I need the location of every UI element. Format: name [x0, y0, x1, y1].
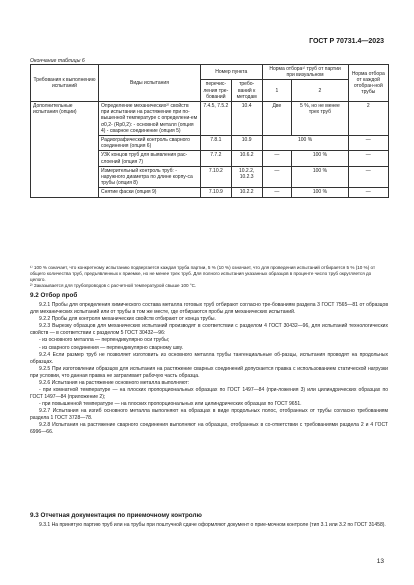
paragraph: - при повышенной температуре — на плоских пропорциональных или цилиндрических образцах по ГОСТ 9651. [39, 401, 302, 408]
row-norm-2: 100 % [292, 188, 348, 197]
header-methods: требо-ваний к методам [231, 80, 262, 102]
row-norm-per-pipe: — [348, 136, 388, 151]
header-norm-per-pipe: Норма отбора от каждой отобран-ной трубы [348, 65, 388, 102]
header-norm-2: 2 [292, 80, 348, 102]
table-row [31, 102, 389, 136]
header-requirements: Требования к выполнению испытаний [31, 65, 99, 102]
row-item: 7.8.1 [200, 136, 231, 151]
row-method: 10.6.2 [231, 151, 262, 166]
row-norm-per-pipe: 2 [348, 102, 388, 136]
row-norm-1: — [262, 188, 292, 197]
row-method: 10.2.2 [231, 188, 262, 197]
standard-number: ГОСТ Р 70731.4—2023 [309, 38, 384, 45]
row-item: 7.4.5, 7.5.2 [200, 102, 231, 136]
row-norm-1: Две [262, 102, 292, 136]
page-number: 13 [376, 558, 384, 565]
row-item: 7.10.9 [200, 188, 231, 197]
paragraph: 9.3.1 На принятую партию труб или на трубы при поштучной сдаче оформляют документ о прие-мочном контроле (тип 3.1 или 3.2 по ГОСТ 31458). [39, 522, 386, 528]
row-norm-merged: 100 % [262, 136, 348, 151]
row-norm-1: — [262, 151, 292, 166]
header-requirements-list: перечис-ления тре-бований [200, 80, 231, 102]
row-category: Дополнительные испытания (опции) [31, 102, 99, 198]
paragraph: 9.2.5 При изготовлении образцов для испытания на растяжение сварных соединений допускается правка с использованием статической нагрузки при условии, что данная правка не затрагивает рабочую часть образца. [30, 365, 388, 379]
row-method: 10.2.2, 10.2.3 [231, 166, 262, 188]
paragraph: 9.2.6 Испытания на растяжение основного металла выполняют: [39, 379, 190, 386]
paragraph: 9.2.7 Испытания на изгиб основного металла выполняют на образцах в виде продольных полос, отобранных от трубы согласно требованиям раздела 1 ГОСТ 3728—78. [30, 408, 388, 422]
row-item: 7.10.2 [200, 166, 231, 188]
row-test-type: Снятие фаски (опция 9) [98, 188, 200, 197]
row-method: 10.4 [231, 102, 262, 136]
row-test-type: УЗК концов труб для выявления рас-слоений (опция 7) [98, 151, 200, 166]
paragraph: 9.2.8 Испытания на растяжение сварного соединения выполняют на образцах, отобранных в со-ответствии с требованиями раздела 2 и 4 ГОСТ 6996—66. [30, 422, 388, 436]
footnote-2: ²⁾ Заказывается для трубопроводов с расчетной температурой свыше 100 °С. [30, 283, 197, 288]
paragraph: 9.2.1 Пробы для определения химического состава металла готовых труб отбирают согласно тре-бованиям раздела 3 ГОСТ 7565—81 от образцов для механических испытаний или от трубы в том же месте, где отбираются пробы для механических испытаний. [30, 302, 388, 315]
paragraph: - при комнатной температуре — на плоских пропорциональных образцах по ГОСТ 1497—84 (при-ложения 3) или цилиндрических образцах по ГОСТ 1497—84 (приложение 2); [30, 387, 388, 400]
table-footnotes [30, 265, 388, 289]
paragraph: - из основного металла — перпендикулярно оси трубы; [39, 337, 170, 344]
table-6 [30, 64, 389, 198]
table-header-row [31, 65, 389, 80]
row-norm-2: 5 %, но не менее трех труб [292, 102, 348, 136]
row-test-type: Измерительный контроль труб: - наружного диаметра по длине корпу-са трубы (опция 8) [98, 166, 200, 188]
header-norm: Норма отбора¹⁾ труб от партии при визуальном [262, 65, 348, 80]
row-test-type: Радиографический контроль сварного соединения (опция 6) [98, 136, 200, 151]
section-9-3-body [30, 522, 388, 529]
row-norm-2: 100 % [292, 151, 348, 166]
row-method: 10.9 [231, 136, 262, 151]
header-item-number: Номер пункта [200, 65, 262, 80]
row-norm-per-pipe: — [348, 151, 388, 166]
paragraph: 9.2.2 Пробы для контроля механических свойств отбирают от конца трубы. [39, 316, 216, 322]
row-norm-per-pipe: — [348, 166, 388, 188]
paragraph: - из сварного соединения — перпендикулярно сварному шву. [39, 344, 183, 351]
table-continuation-caption: Окончание таблицы 6 [30, 58, 85, 64]
row-test-type: Определение механических²⁾ свойств при испытании на растяжение при по-вышенной температуре с определени-ем σ0,2- (Rp0,2): - основной металл (опция 4) - сварное соединение (опция 5) [98, 102, 200, 136]
row-item: 7.7.2 [200, 151, 231, 166]
header-test-types: Виды испытания [98, 65, 200, 102]
section-heading-9-3: 9.3 Отчетная документация по приемочному контролю [30, 512, 202, 519]
row-norm-2: 100 % [292, 166, 348, 188]
section-9-2-body [30, 302, 388, 436]
section-heading-9-2: 9.2 Отбор проб [30, 292, 78, 299]
paragraph: 9.2.3 Вырезку образцов для механических испытаний производят в соответствии с разделом 4 ГОСТ 30432—96, для испытаний технологических свойств — в соответствии с разделом 5 ГОСТ 30432—96: [30, 323, 388, 336]
paragraph: 9.2.4 Если размер труб не позволяет изготовить из основного металла трубы тангенциальные об-разцы, испытания проводят на продольных образцах. [30, 351, 388, 365]
row-norm-per-pipe: — [348, 188, 388, 197]
header-norm-1: 1 [262, 80, 292, 102]
row-norm-1: — [262, 166, 292, 188]
footnote-1: ¹⁾ 100 % означает, что конкретному испытанию подвергается каждая труба партии, 5 % (10 %) означает, что для проведения испытаний отбирается 5 % (10 %) от общего количества труб, предъявленных к приемке, но не менее трех труб. Для полного испытания указанных образцов в проценте число труб округляется до целого. [30, 265, 376, 282]
